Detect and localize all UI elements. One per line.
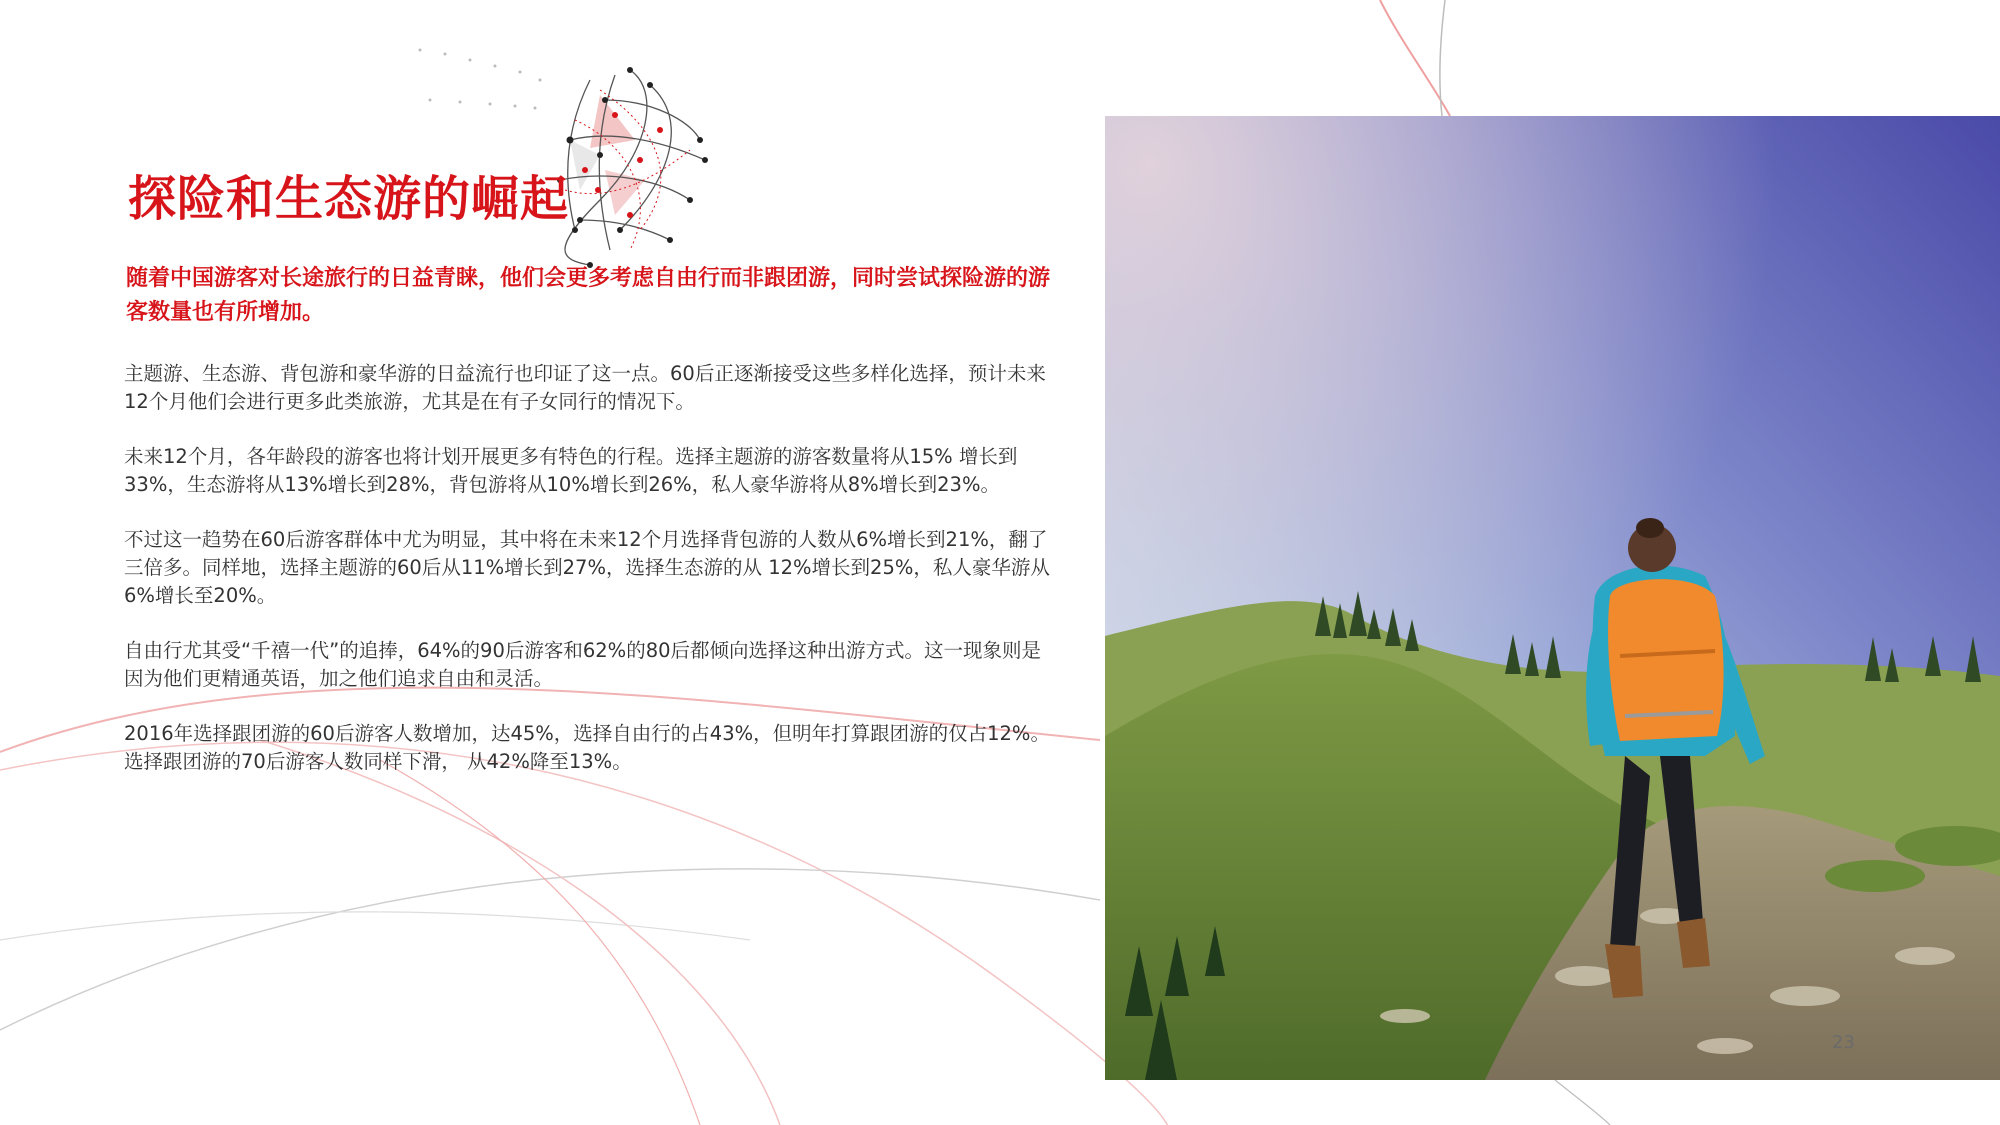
lead-paragraph: 随着中国游客对长途旅行的日益青睐，他们会更多考虑自由行而非跟团游，同时尝试探险游的游客数量也有所增加。 [126,266,1051,325]
body-paragraph: 主题游、生态游、背包游和豪华游的日益流行也印证了这一点。60后正逐渐接受这些多样化选择，预计未来12个月他们会进行更多此类旅游，尤其是在有子女同行的情况下。 [124,362,1046,413]
page-number: 23 [1832,1032,1855,1053]
body-paragraph: 2016年选择跟团游的60后游客人数增加，达45%，选择自由行的占43%，但明年打算跟团游的仅占12%。选择跟团游的70后游客人数同样下滑， 从42%降至13%。 [124,722,1050,773]
page-title: 探险和生态游的崛起 [128,171,570,227]
body-paragraph: 不过这一趋势在60后游客群体中尤为明显，其中将在未来12个月选择背包游的人数从6%增长到21%，翻了三倍多。同样地，选择主题游的60后从11%增长到27%，选择生态游的从 12%增长到25%，私人豪华游从6%增长至20%。 [124,528,1050,607]
body-paragraph: 自由行尤其受“千禧一代”的追捧，64%的90后游客和62%的80后都倾向选择这种出游方式。这一现象则是因为他们更精通英语，加之他们追求自由和灵活。 [124,639,1042,690]
body-paragraph: 未来12个月，各年龄段的游客也将计划开展更多有特色的行程。选择主题游的游客数量将从15% 增长到33%，生态游将从13%增长到28%，背包游将从10%增长到26%，私人豪华游将从8%增长到23%。 [124,445,1018,496]
connected-dots-globe-icon [419,49,709,269]
network-graphic [400,30,760,270]
body-text [124,360,1059,803]
hiker-photo [1105,116,2000,1080]
